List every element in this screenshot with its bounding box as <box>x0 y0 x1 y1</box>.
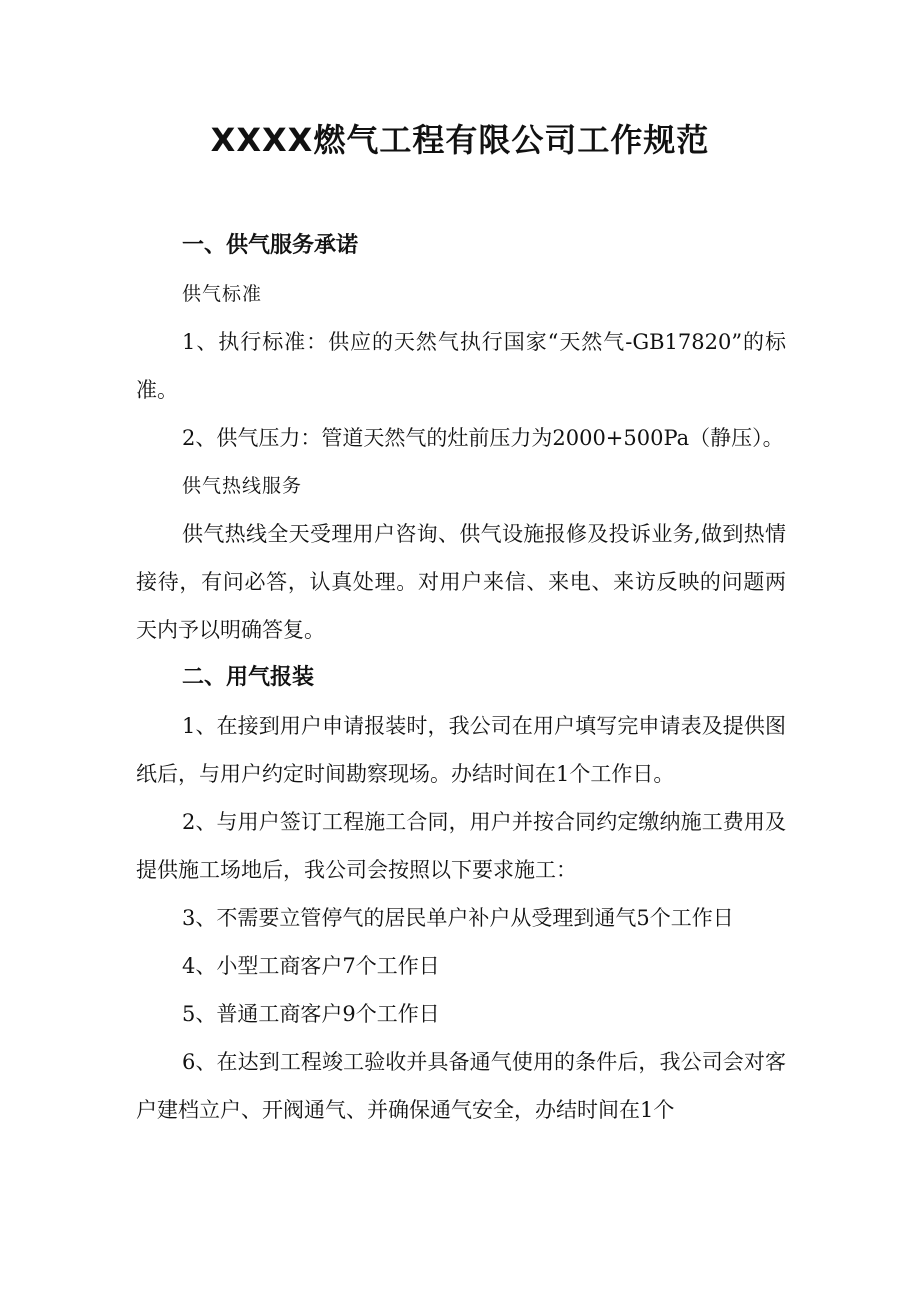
document-title: XXXX燃气工程有限公司工作规范 <box>210 121 710 159</box>
document-body <box>136 222 786 1134</box>
paragraph-small-commercial: 4、小型工商客户7个工作日 <box>182 954 440 978</box>
paragraph-hotline-service: 供气热线全天受理用户咨询、供气设施报修及投诉业务,做到热情接待，有问必答，认真处理。对用户来信、来电、来访反映的问题两天内予以明确答复。 <box>136 522 786 642</box>
paragraph-contract: 2、与用户签订工程施工合同，用户并按合同约定缴纳施工费用及提供施工场地后，我公司会按照以下要求施工： <box>136 810 786 882</box>
section-heading-gas-installation: 二、用气报装 <box>182 665 315 690</box>
paragraph-application: 1、在接到用户申请报装时，我公司在用户填写完申请表及提供图纸后，与用户约定时间勘察现场。办结时间在1个工作日。 <box>136 714 786 786</box>
subheading-supply-standard: 供气标准 <box>182 283 263 305</box>
paragraph-residential-timeline: 3、不需要立管停气的居民单户补户从受理到通气5个工作日 <box>182 906 734 930</box>
paragraph-completion: 6、在达到工程竣工验收并具备通气使用的条件后，我公司会对客户建档立户、开阀通气、并确保通气安全，办结时间在1个 <box>136 1050 786 1122</box>
paragraph-execution-standard: 1、执行标准：供应的天然气执行国家“天然气-GB17820”的标准。 <box>136 330 786 402</box>
paragraph-supply-pressure: 2、供气压力：管道天然气的灶前压力为2000+500Pa（静压）。 <box>182 426 784 450</box>
subheading-hotline-service: 供气热线服务 <box>182 475 303 497</box>
paragraph-regular-commercial: 5、普通工商客户9个工作日 <box>182 1002 440 1026</box>
section-heading-supply-commitment: 一、供气服务承诺 <box>182 233 359 258</box>
